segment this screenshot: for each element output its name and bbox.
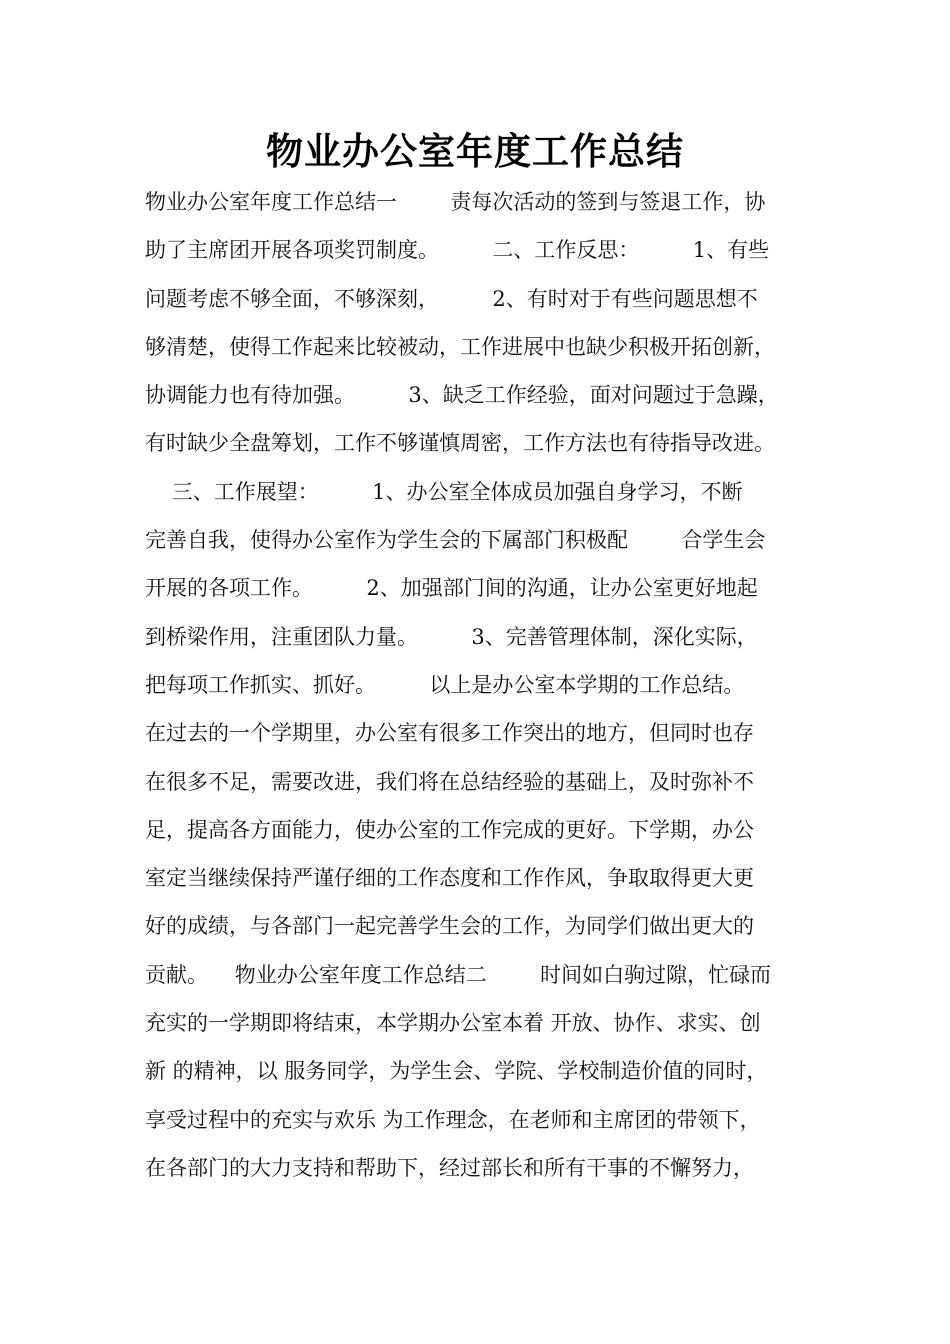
document-body <box>145 178 835 1192</box>
body-line: 把每项工作抓实、抓好。 以上是办公室本学期的工作总结。 <box>145 672 745 697</box>
body-line: 在各部门的大力支持和帮助下，经过部长和所有干事的不懈努力， <box>145 1155 754 1180</box>
body-line: 三、工作展望： 1、办公室全体成员加强自身学习，不断 <box>145 479 743 504</box>
body-line: 在过去的一个学期里，办公室有很多工作突出的地方，但同时也存 <box>145 721 754 746</box>
body-line: 到桥梁作用，注重团队力量。 3、完善管理体制，深化实际， <box>145 624 758 649</box>
body-line: 好的成绩，与各部门一起完善学生会的工作，为同学们做出更大的 <box>145 914 754 939</box>
body-line: 完善自我，使得办公室作为学生会的下属部门积极配 合学生会 <box>145 528 766 553</box>
body-line: 新 的精神，以 服务同学，为学生会、学院、学校制造价值的同时， <box>145 1059 768 1084</box>
body-line: 在很多不足，需要改进，我们将在总结经验的基础上，及时弥补不 <box>145 769 754 794</box>
body-line: 贡献。 物业办公室年度工作总结二 时间如白驹过隙，忙碌而 <box>145 962 772 987</box>
body-line: 充实的一学期即将结束，本学期办公室本着 开放、协作、求实、创 <box>145 1011 761 1036</box>
body-line: 开展的各项工作。 2、加强部门间的沟通，让办公室更好地起 <box>145 576 758 601</box>
document-title: 物业办公室年度工作总结 <box>266 130 684 173</box>
body-line: 足，提高各方面能力，使办公室的工作完成的更好。下学期，办公 <box>145 817 754 842</box>
body-line: 助了主席团开展各项奖罚制度。 二、工作反思： 1、有些 <box>145 238 770 263</box>
body-line: 享受过程中的充实与欢乐 为工作理念，在老师和主席团的带领下， <box>145 1107 761 1132</box>
body-line: 室定当继续保持严谨仔细的工作态度和工作作风，争取取得更大更 <box>145 866 754 891</box>
body-line: 有时缺少全盘筹划，工作不够谨慎周密，工作方法也有待指导改进。 <box>145 431 775 456</box>
body-line: 物业办公室年度工作总结一 责每次活动的签到与签退工作，协 <box>145 190 766 214</box>
body-line: 协调能力也有待加强。 3、缺乏工作经验，面对问题过于急躁， <box>145 383 779 408</box>
body-line: 够清楚，使得工作起来比较被动，工作进展中也缺少积极开拓创新， <box>145 334 775 359</box>
body-line: 问题考虑不够全面，不够深刻， 2、有时对于有些问题思想不 <box>145 286 758 311</box>
